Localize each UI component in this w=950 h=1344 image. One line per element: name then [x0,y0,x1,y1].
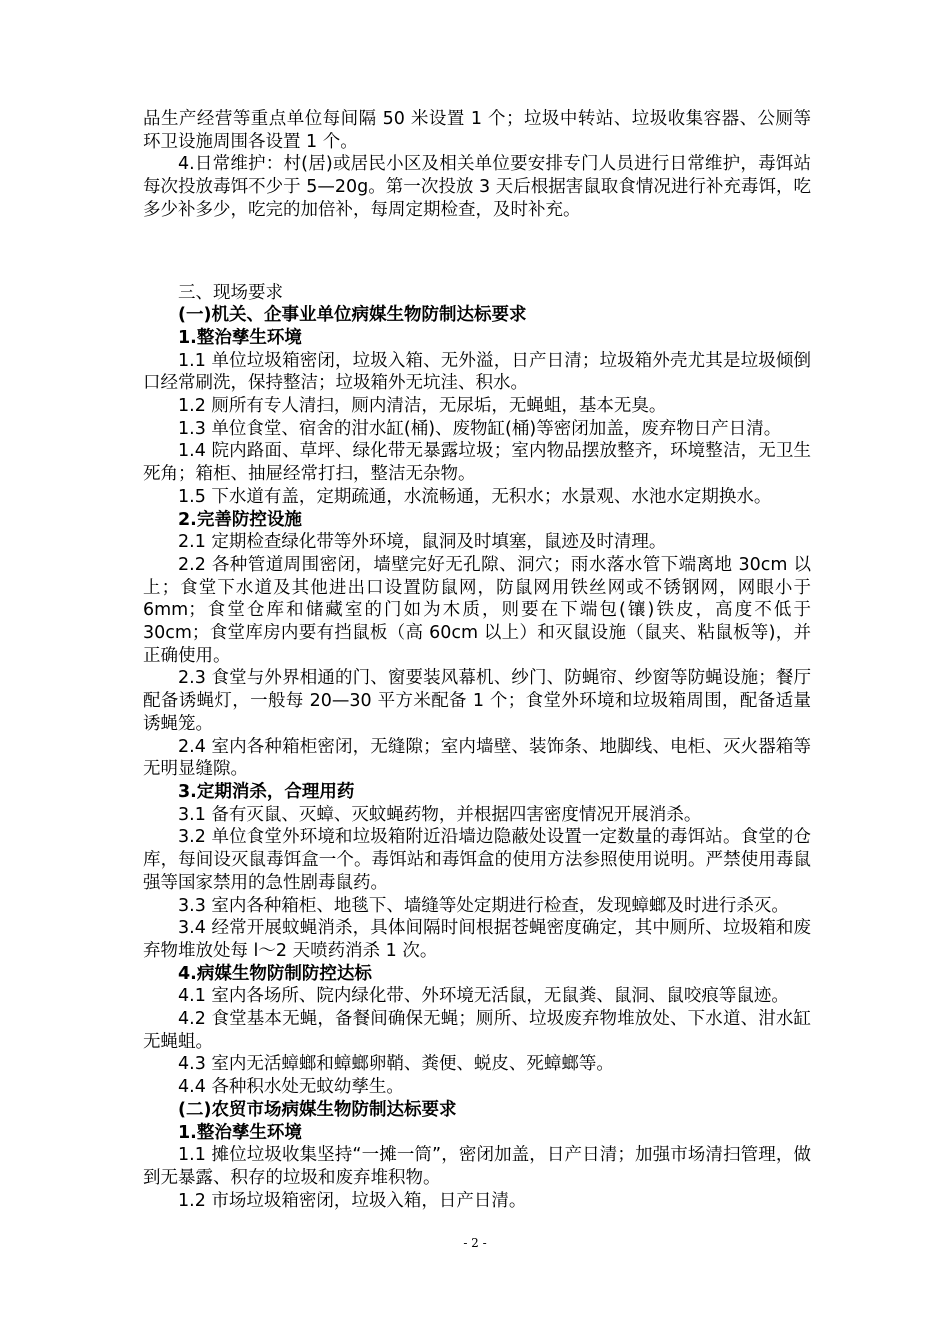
body-paragraph: 1.2 厕所有专人清扫，厕内清洁，无尿垢，无蝇蛆，基本无臭。 [178,396,667,417]
body-paragraph: 1.4 院内路面、草坪、绿化带无暴露垃圾；室内物品摆放整齐，环境整洁，无卫生死角；箱柜、抽屉经常打扫，整洁无杂物。 [143,441,811,485]
body-paragraph: 3.3 室内各种箱柜、地毯下、墙缝等处定期进行检查，发现蟑螂及时进行杀灭。 [178,895,789,916]
body-paragraph: 1.2 市场垃圾箱密闭，垃圾入箱，日产日清。 [178,1190,527,1211]
paragraph-spacer [143,238,811,266]
section-heading: 1.整治孳生环境 [178,327,302,348]
section-heading: 4.病媒生物防制防控达标 [178,963,372,984]
body-paragraph: 3.4 经常开展蚊蝇消杀，具体间隔时间根据苍蝇密度确定，其中厕所、垃圾箱和废弃物堆放处每 l～2 天喷药消杀 1 次。 [143,918,811,961]
body-paragraph: 1.1 单位垃圾箱密闭，垃圾入箱、无外溢，日产日清；垃圾箱外壳尤其是垃圾倾倒口经常刷洗，保持整洁；垃圾箱外无坑洼、积水。 [143,350,811,394]
body-paragraph: 4.4 各种积水处无蚊幼孳生。 [178,1077,404,1098]
body-paragraph: 2.4 室内各种箱柜密闭，无缝隙；室内墙壁、装饰条、地脚线、电柜、灭火器箱等无明显缝隙。 [143,736,811,780]
body-paragraph: 2.2 各种管道周围密闭，墙壁完好无孔隙、洞穴；雨水落水管下端离地 30cm 以上；食堂下水道及其他进出口设置防鼠网，防鼠网用铁丝网或不锈钢网，网眼小于 6mm；食堂仓库和储藏室的门如为木质，则要在下端包(镶)铁皮，高度不低于 30cm；食堂库房内要有挡鼠板（高 60cm 以上）和灭鼠设施（鼠夹、粘鼠板等)，并正确使用。 [143,554,811,666]
body-paragraph: 1.5 下水道有盖，定期疏通，水流畅通，无积水；水景观、水池水定期换水。 [178,486,772,507]
section-heading: 3.定期消杀，合理用药 [178,781,355,802]
body-paragraph: 4.日常维护：村(居)或居民小区及相关单位要安排专门人员进行日常维护，毒饵站每次投放毒饵不少于 5—20g。第一次投放 3 天后根据害鼠取食情况进行补充毒饵，吃多少补多少，吃完的加倍补，每周定期检查，及时补充。 [143,154,811,220]
body-paragraph: 三、现场要求 [178,282,283,303]
body-paragraph: 1.1 摊位垃圾收集坚持“一摊一筒”，密闭加盖，日产日清；加强市场清扫管理，做到无暴露、积存的垃圾和废弃堆积物。 [143,1145,811,1188]
page-number: - 2 - [463,1236,487,1250]
body-paragraph: 4.3 室内无活蟑螂和蟑螂卵鞘、粪便、蜕皮、死蟑螂等。 [178,1054,614,1075]
body-paragraph: 品生产经营等重点单位每间隔 50 米设置 1 个；垃圾中转站、垃圾收集容器、公厕等环卫设施周围各设置 1 个。 [143,109,811,152]
section-heading: 2.完善防控设施 [178,509,302,530]
section-heading: (二)农贸市场病媒生物防制达标要求 [178,1099,457,1120]
section-heading: (一)机关、企事业单位病媒生物防制达标要求 [178,305,527,326]
body-paragraph: 3.2 单位食堂外环境和垃圾箱附近沿墙边隐蔽处设置一定数量的毒饵站。食堂的仓库，每间设灭鼠毒饵盒一个。毒饵站和毒饵盒的使用方法参照使用说明。严禁使用毒鼠强等国家禁用的急性剧毒鼠药。 [143,827,811,893]
document-body [143,108,811,1212]
body-paragraph: 4.1 室内各场所、院内绿化带、外环境无活鼠，无鼠粪、鼠洞、鼠咬痕等鼠迹。 [178,986,789,1007]
body-paragraph: 1.3 单位食堂、宿舍的泔水缸(桶)、废物缸(桶)等密闭加盖，废弃物日产日清。 [178,418,782,439]
body-paragraph: 4.2 食堂基本无蝇，备餐间确保无蝇；厕所、垃圾废弃物堆放处、下水道、泔水缸无蝇蛆。 [143,1009,811,1052]
body-paragraph: 3.1 备有灭鼠、灭蟑、灭蚊蝇药物，并根据四害密度情况开展消杀。 [178,804,702,825]
body-paragraph: 2.3 食堂与外界相通的门、窗要装风幕机、纱门、防蝇帘、纱窗等防蝇设施；餐厅配备诱蝇灯，一般每 20—30 平方米配备 1 个；食堂外环境和垃圾箱周围，配备适量诱蝇笼。 [143,668,811,734]
section-heading: 1.整治孳生环境 [178,1122,302,1143]
body-paragraph: 2.1 定期检查绿化带等外环境，鼠洞及时填塞，鼠迹及时清理。 [178,532,667,553]
